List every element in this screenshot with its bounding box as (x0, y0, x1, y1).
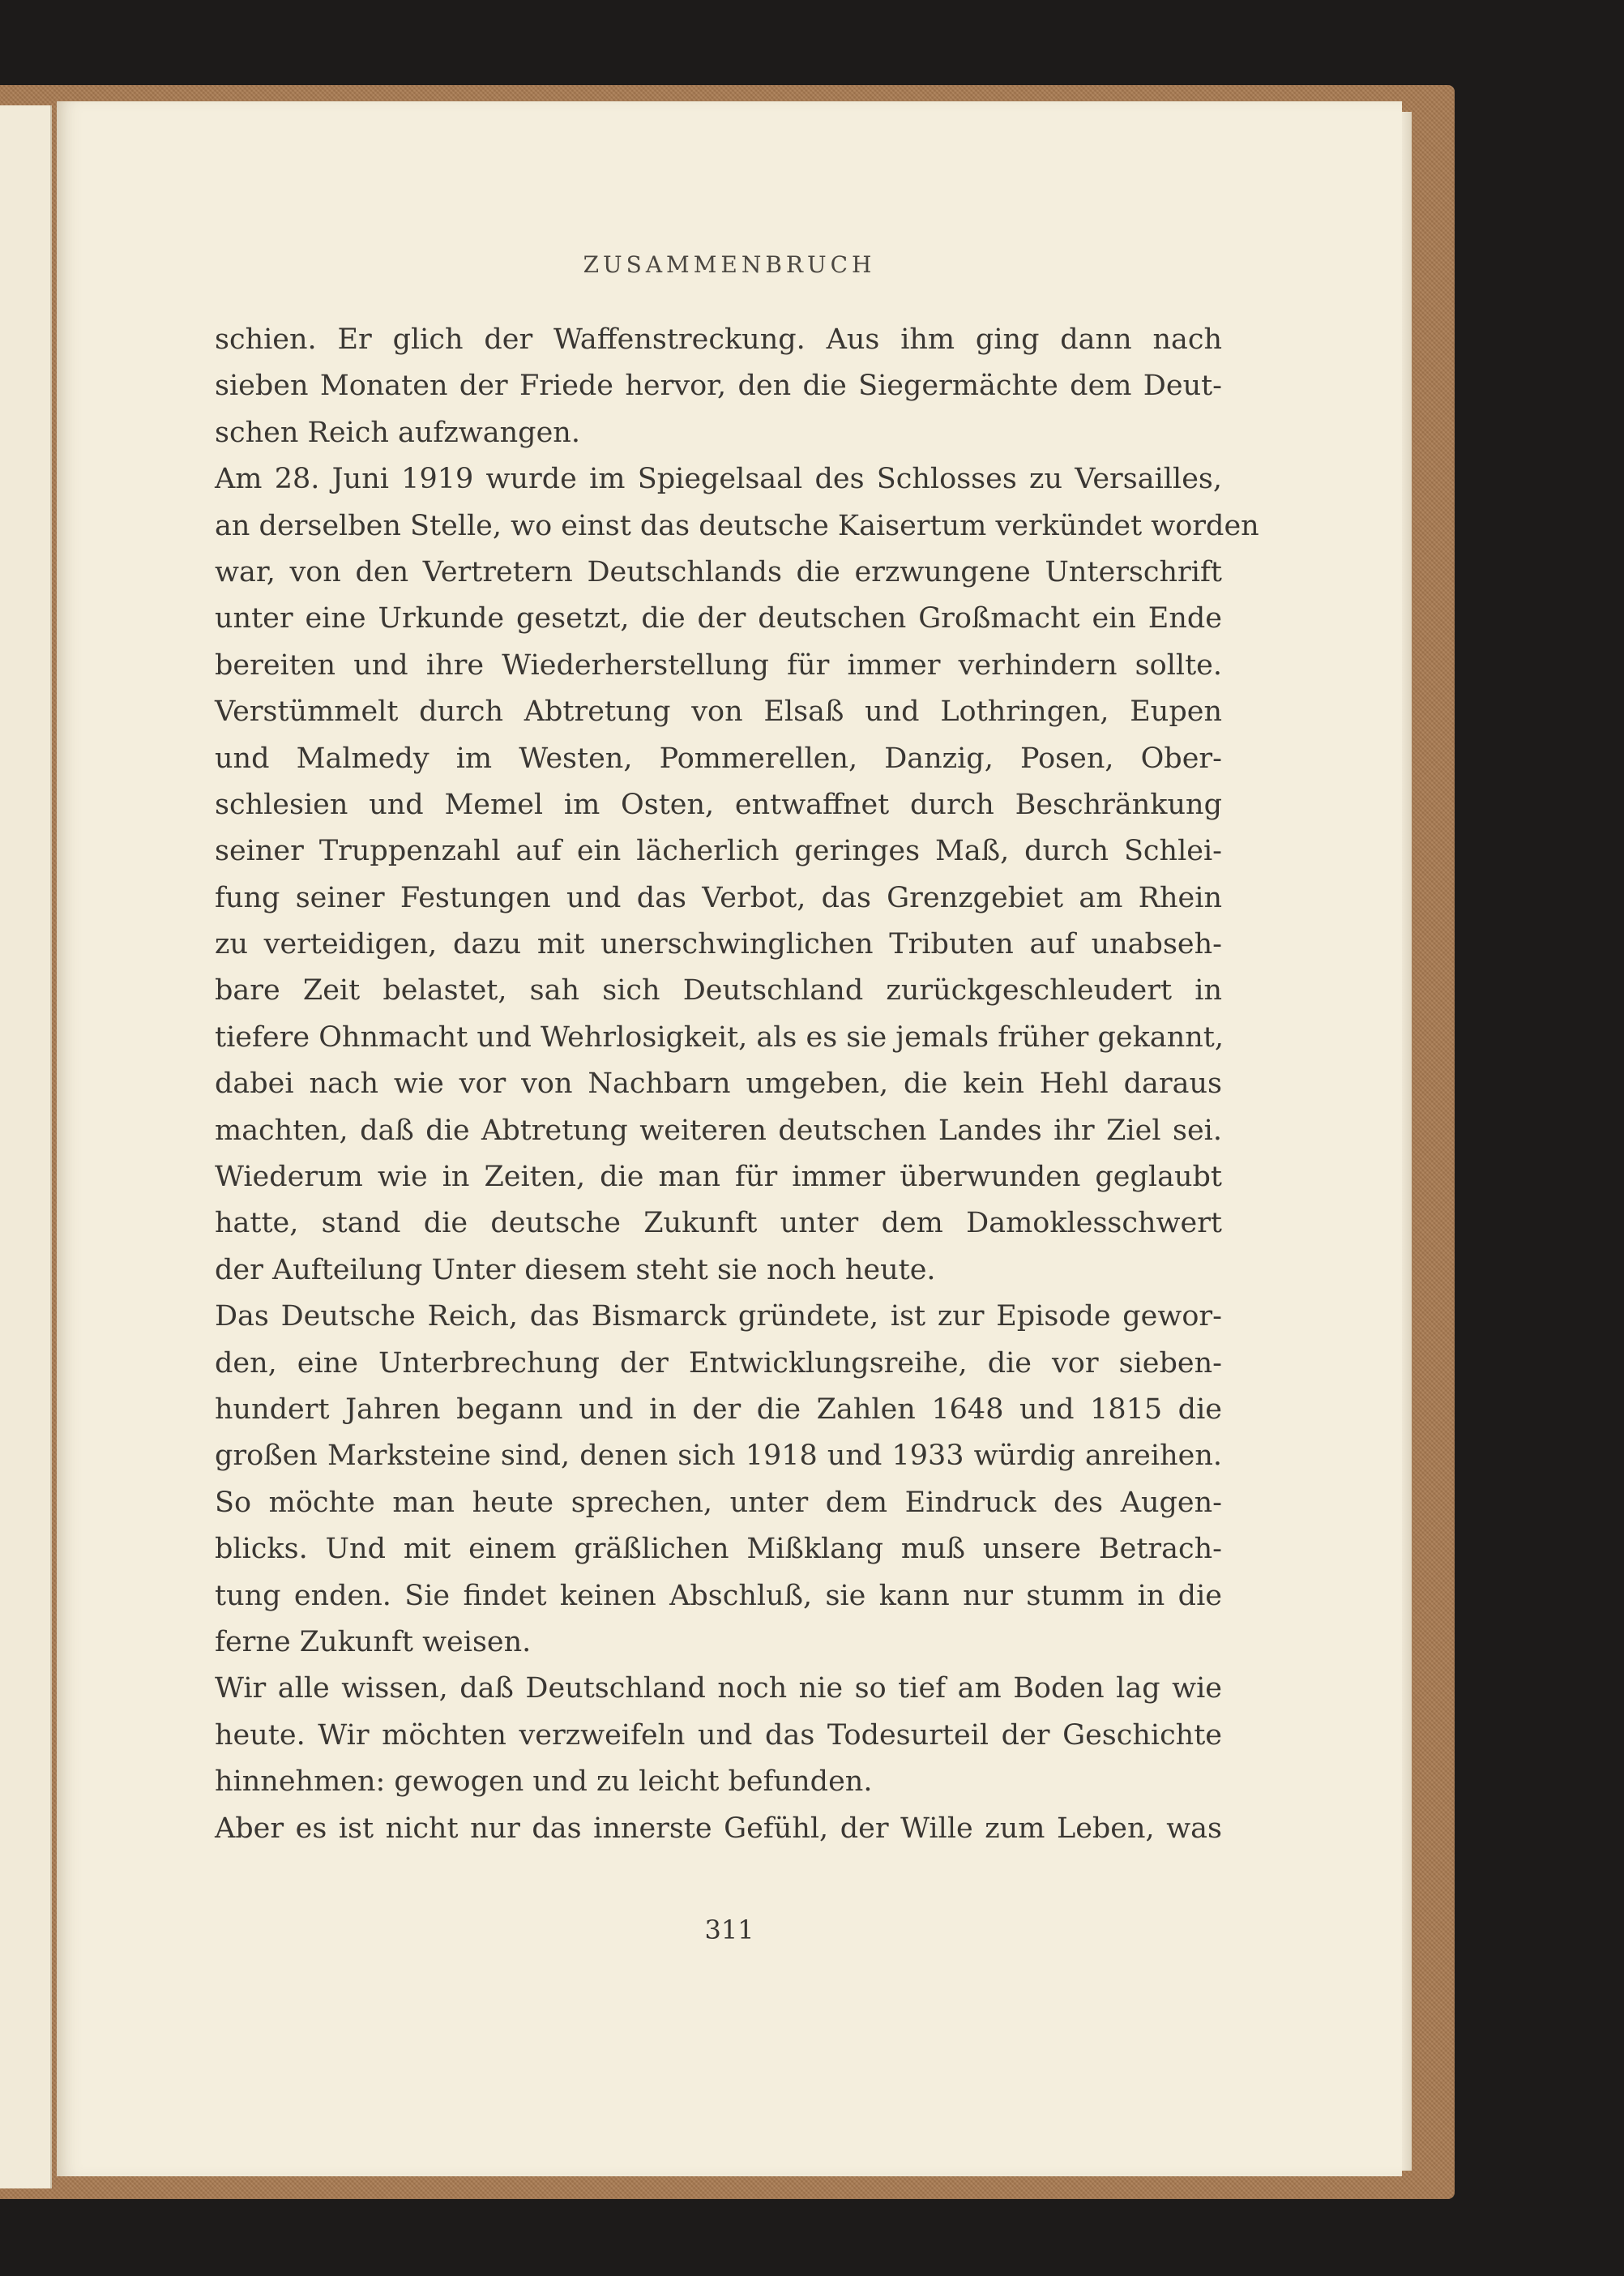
text-line: heute. Wir möchten verzweifeln und das Todesurteil der Geschichte (215, 1718, 1222, 1752)
text-line: tiefere Ohnmacht und Wehrlosigkeit, als es sie jemals früher gekannt, (215, 1020, 1224, 1054)
text-line: war, von den Vertretern Deutschlands die erzwungene Unterschrift (215, 555, 1222, 588)
text-line: Wiederum wie in Zeiten, die man für immer überwunden geglaubt (215, 1161, 1222, 1194)
text-line: Das Deutsche Reich, das Bismarck gründete, ist zur Episode gewor- (215, 1300, 1222, 1333)
facing-page-edge (0, 105, 52, 2188)
text-line: blicks. Und mit einem gräßlichen Mißklang muß unsere Betrach- (215, 1533, 1222, 1566)
text-line: schen Reich aufzwangen. (215, 416, 580, 449)
book-page (57, 101, 1402, 2176)
text-line: seiner Truppenzahl auf ein lächerlich geringes Maß, durch Schlei- (215, 835, 1222, 868)
text-line: zu verteidigen, dazu mit unerschwinglichen Tributen auf unabseh- (215, 928, 1222, 961)
text-line: an derselben Stelle, wo einst das deutsche Kaisertum verkündet worden (215, 509, 1259, 542)
text-line: schien. Er glich der Waffenstreckung. Aus ihm ging dann nach (215, 323, 1222, 356)
body-text (215, 317, 1259, 1852)
text-line: machten, daß die Abtretung weiteren deutschen Landes ihr Ziel sei. (215, 1114, 1222, 1147)
text-line: Verstümmelt durch Abtretung von Elsaß und Lothringen, Eupen (215, 695, 1222, 729)
text-line: hundert Jahren begann und in der die Zahlen 1648 und 1815 die (215, 1393, 1222, 1426)
text-line: unter eine Urkunde gesetzt, die der deutschen Großmacht ein Ende (215, 602, 1222, 635)
text-line: sieben Monaten der Friede hervor, den die Siegermächte dem Deut- (215, 370, 1222, 403)
text-line: So möchte man heute sprechen, unter dem Eindruck des Augen- (215, 1486, 1222, 1519)
text-line: den, eine Unterbrechung der Entwicklungsreihe, die vor sieben- (215, 1346, 1222, 1380)
running-title: ZUSAMMENBRUCH (583, 251, 876, 278)
text-line: hatte, stand die deutsche Zukunft unter dem Damoklesschwert (215, 1207, 1222, 1240)
text-line: schlesien und Memel im Osten, entwaffnet durch Beschränkung (215, 788, 1222, 821)
text-line: Wir alle wissen, daß Deutschland noch nie so tief am Boden lag wie (215, 1672, 1222, 1705)
text-line: der Aufteilung Unter diesem steht sie noch heute. (215, 1253, 936, 1286)
text-line: bereiten und ihre Wiederherstellung für immer verhindern sollte. (215, 648, 1222, 682)
page-number: 311 (704, 1914, 754, 1945)
text-line: bare Zeit belastet, sah sich Deutschland zurückgeschleudert in (215, 974, 1222, 1008)
text-line: dabei nach wie vor von Nachbarn umgeben, die kein Hehl daraus (215, 1067, 1222, 1101)
text-line: hinnehmen: gewogen und zu leicht befunden. (215, 1765, 873, 1799)
text-line: fung seiner Festungen und das Verbot, das Grenzgebiet am Rhein (215, 881, 1222, 914)
text-line: tung enden. Sie findet keinen Abschluß, sie kann nur stumm in die (215, 1579, 1222, 1612)
text-line: ferne Zukunft weisen. (215, 1625, 532, 1658)
text-line: großen Marksteine sind, denen sich 1918 und 1933 würdig anreihen. (215, 1440, 1222, 1473)
text-line: Aber es ist nicht nur das innerste Gefühl, der Wille zum Leben, was (215, 1812, 1222, 1845)
text-line: und Malmedy im Westen, Pommerellen, Danzig, Posen, Ober- (215, 742, 1222, 775)
text-line: Am 28. Juni 1919 wurde im Spiegelsaal des Schlosses zu Versailles, (215, 463, 1222, 496)
